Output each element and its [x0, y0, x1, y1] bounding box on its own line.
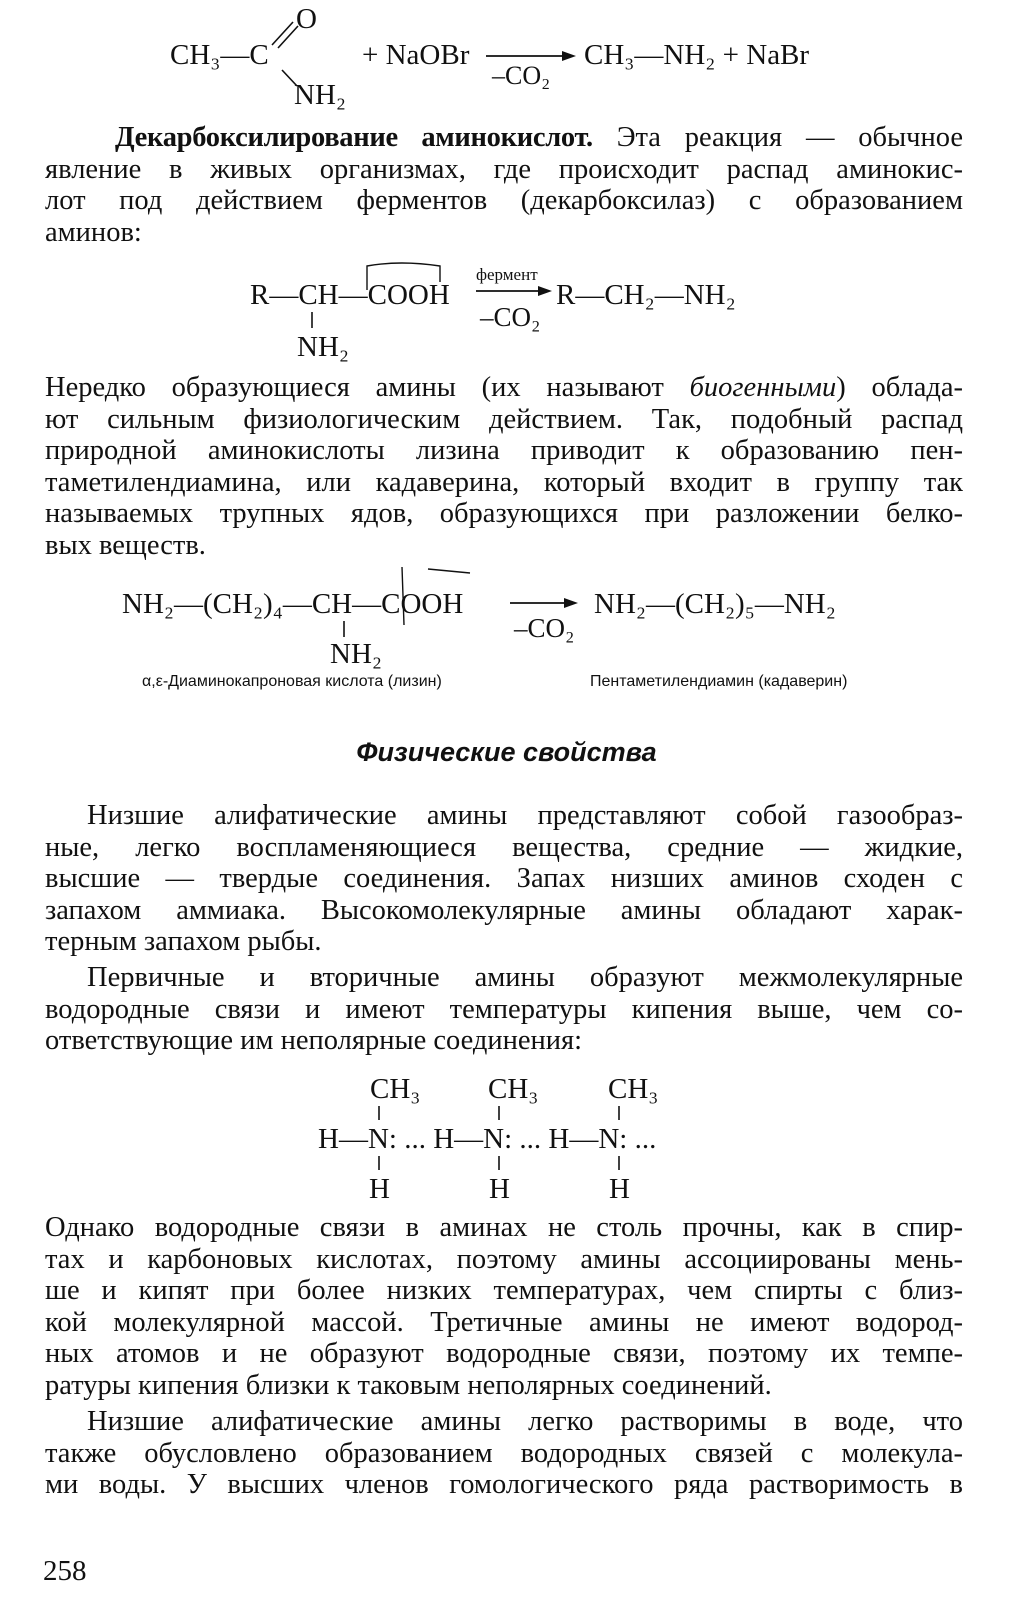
para6-line-3: ми воды. У высших членов гомологического ряда растворимость в — [45, 1469, 963, 1501]
para2-line-6: вых веществ. — [45, 529, 206, 561]
eq4-bottom-3: H — [609, 1173, 630, 1205]
eq3-condition: –CO₂ — [514, 613, 575, 643]
eq2-reactant: R—CH—COOH — [250, 279, 450, 311]
eq4-top-1: CH₃ — [370, 1073, 421, 1105]
para4-line-3: ответствующие им неполярные соединения: — [45, 1025, 583, 1057]
para5-line-2: тах и карбоновых кислотах, поэтому амины ассоциированы мень- — [45, 1243, 963, 1275]
para5-line-4: кой молекулярной массой. Третичные амины не имеют водород- — [45, 1306, 963, 1338]
eq2-catalyst: фермент — [476, 265, 538, 284]
paragraph-physical-state — [45, 800, 963, 958]
eq3-reactant: NH₂—(CH₂)₄—CH—COOH — [122, 588, 464, 620]
eq4-middle: H—N: ... H—N: ... H—N: ... — [318, 1123, 657, 1155]
para6-line-2: также обусловлено образованием водородных связей с молекула- — [45, 1437, 963, 1469]
para3-line-3: высшие — твердые соединения. Запах низших аминов сходен с — [45, 863, 963, 895]
para5-line-1: Однако водородные связи в аминах не столь прочны, как в спир- — [45, 1212, 963, 1243]
eq1-left: CH₃—C — [170, 39, 269, 71]
para3-line-1: Низшие алифатические амины представляют собой газообраз- — [87, 800, 963, 831]
para5-line-5: ных атомов и не образуют водородные связи, поэтому их темпе- — [45, 1338, 963, 1370]
eq1-condition: –CO₂ — [492, 61, 551, 90]
eq1-oxygen: O — [296, 3, 317, 35]
eq2-condition: –CO₂ — [480, 302, 541, 332]
para2-line-1b: ) облада- — [836, 372, 964, 403]
para1-line-4: аминов: — [45, 216, 142, 248]
biogenic-term: биогенными — [689, 372, 837, 403]
equation-enzymatic-decarboxylation — [0, 250, 1013, 363]
section-heading: Физические свойства — [356, 737, 657, 767]
eq4-top-2: CH₃ — [488, 1073, 539, 1105]
para3-line-2: ные, легко воспламеняющиеся вещества, средние — жидкие, — [45, 831, 963, 863]
paragraph-boiling-points — [45, 1212, 963, 1402]
para1-line-1: Эта реакция — обычное — [616, 122, 964, 153]
eq1-double-bond-a — [272, 22, 293, 45]
para6-line-1: Низшие алифатические амины легко растворимы в воде, что — [87, 1406, 963, 1437]
eq4-bottom-2: H — [489, 1173, 510, 1205]
eq1-nh2: NH₂ — [294, 79, 346, 111]
eq3-arrow-head — [564, 598, 578, 608]
paragraph-hydrogen-bonds — [45, 962, 963, 1057]
caption-cadaverine: Пентаметилендиамин (кадаверин) — [590, 673, 848, 690]
para1-line-3: лот под действием ферментов (декарбоксилаз) с образованием — [45, 185, 963, 217]
decarboxylation-term: Декарбоксилирование аминокислот. — [115, 122, 593, 153]
para2-line-1a: Нередко образующиеся амины (их называют — [45, 372, 664, 403]
eq2-arrow-head — [538, 286, 552, 296]
equation-hofmann — [0, 0, 1013, 110]
eq1-reagent: + NaOBr — [362, 39, 470, 71]
eq1-arrow-head — [562, 51, 576, 61]
para2-line-5: называемых трупных ядов, образующихся при разложении белко- — [45, 498, 963, 530]
para1-line-2: явление в живых организмах, где происходит распад аминокис- — [45, 153, 963, 185]
para3-line-4: запахом аммиака. Высокомолекулярные амины обладают харак- — [45, 894, 963, 926]
para4-line-2: водородные связи и имеют температуры кипения выше, чем со- — [45, 993, 963, 1025]
para5-line-6: ратуры кипения близки к таковым неполярных соединений. — [45, 1369, 772, 1401]
eq2-product: R—CH₂—NH₂ — [556, 279, 736, 311]
page-number: 258 — [43, 1555, 87, 1587]
para3-line-5: терным запахом рыбы. — [45, 926, 322, 958]
para2-line-2: ют сильным физиологическим действием. Так, подобный распад — [45, 403, 963, 435]
paragraph-biogenic-amines — [45, 372, 963, 562]
eq3-nh2: NH₂ — [330, 638, 382, 670]
para2-line-3: природной аминокислоты лизина приводит к образованию пен- — [45, 435, 963, 467]
para2-line-4: таметилендиамина, или кадаверина, который входит в группу так — [45, 466, 963, 498]
paragraph-decarboxylation — [45, 122, 963, 248]
para5-line-3: ше и кипят при более низких температурах, чем спирты с близ- — [45, 1275, 963, 1307]
equation-lysine-cadaverine — [0, 565, 1013, 675]
eq4-bottom-1: H — [369, 1173, 390, 1205]
para4-line-1: Первичные и вторичные амины образуют межмолекулярные — [87, 962, 963, 993]
eq4-top-3: CH₃ — [608, 1073, 659, 1105]
caption-lysine: α,ε-Диаминокапроновая кислота (лизин) — [142, 673, 442, 690]
paragraph-solubility — [45, 1406, 963, 1501]
hydrogen-bond-scheme — [0, 1068, 1013, 1208]
eq1-double-bond-b — [278, 26, 298, 48]
eq1-products: CH₃—NH₂ + NaBr — [584, 39, 810, 71]
eq3-product: NH₂—(CH₂)₅—NH₂ — [594, 588, 836, 620]
eq2-nh2: NH₂ — [297, 331, 349, 363]
